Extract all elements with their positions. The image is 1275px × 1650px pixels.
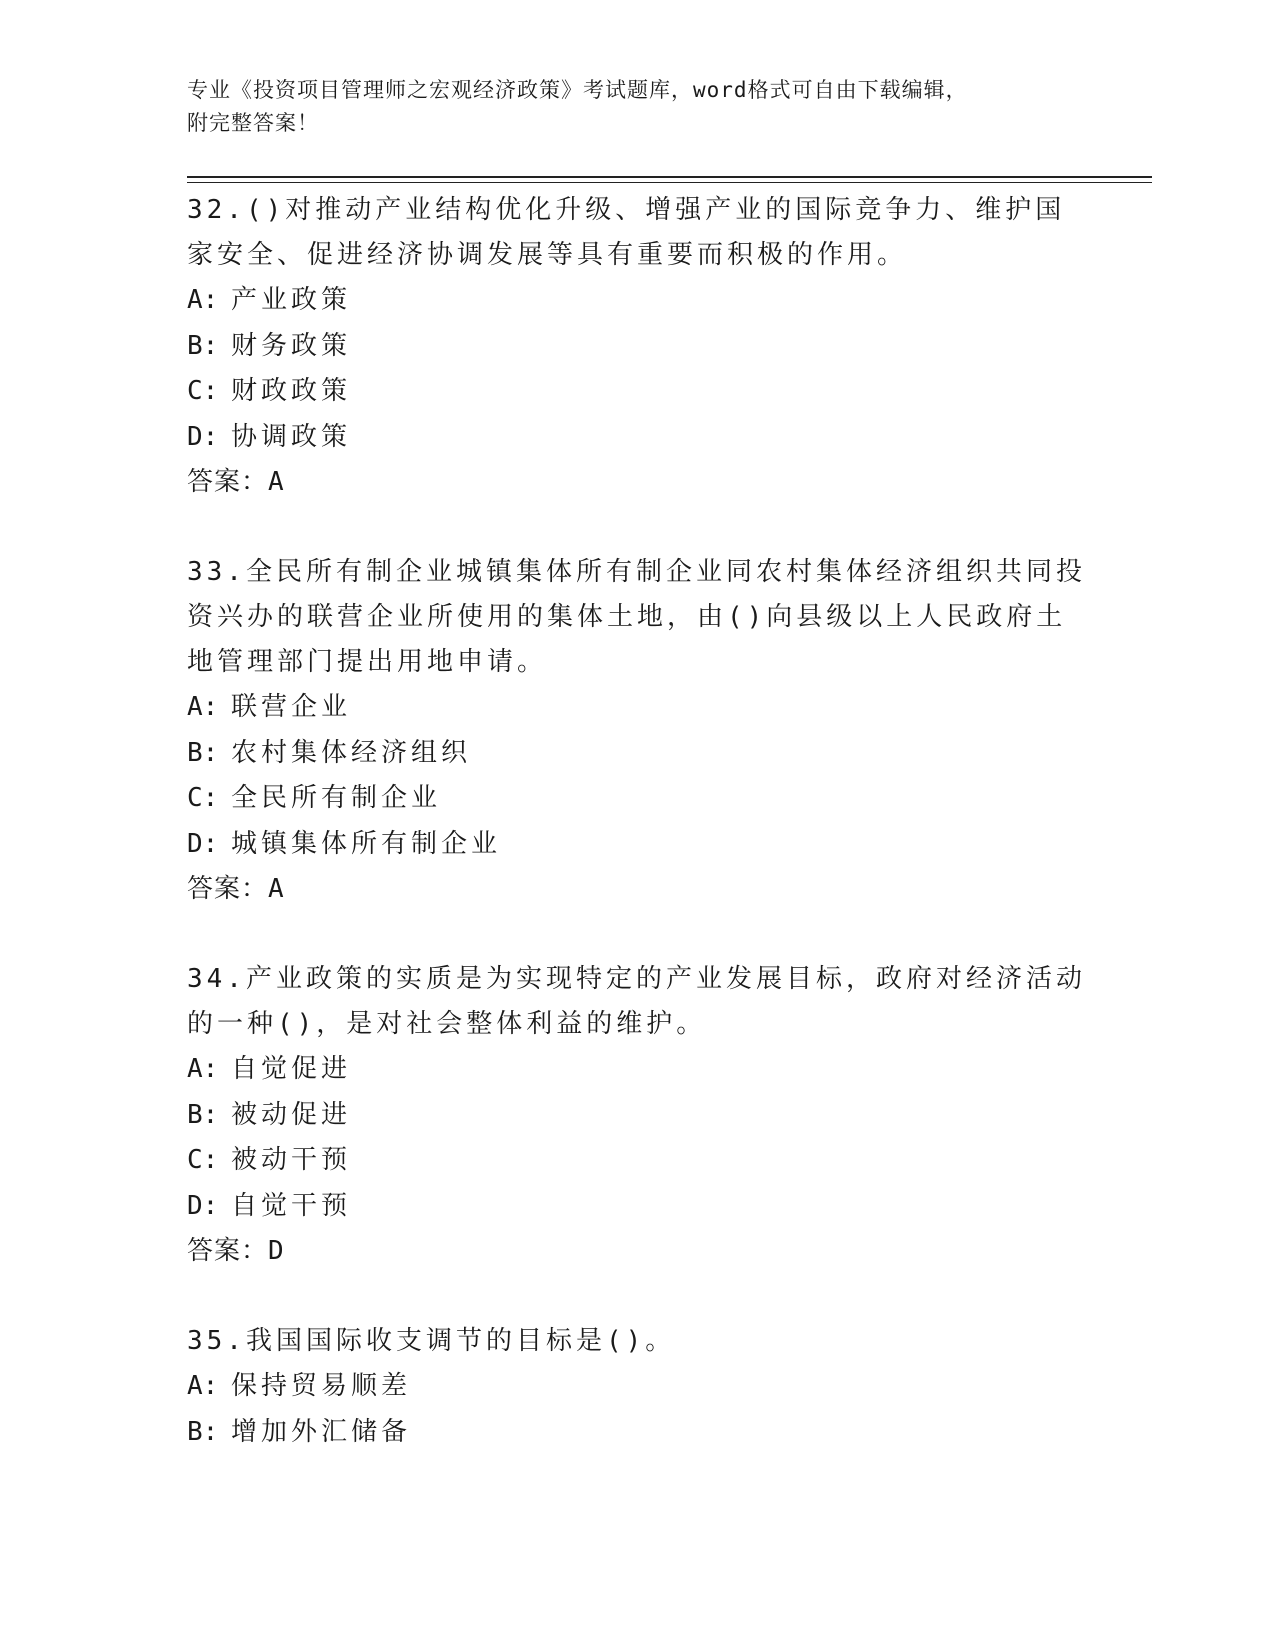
option-text: 自觉促进: [231, 1054, 352, 1084]
option-text: 增加外汇储备: [231, 1416, 412, 1447]
header-divider-thin: [187, 182, 1152, 183]
question-list: [187, 188, 1152, 1500]
answer-line: [187, 460, 1152, 505]
option-c: [187, 776, 1152, 822]
answer-value: A: [268, 467, 284, 497]
option-a: [187, 1364, 1152, 1410]
question-34: [187, 957, 1152, 1274]
option-d: [187, 1184, 1152, 1230]
option-letter: D:: [187, 1190, 219, 1221]
answer-label: 答案：: [187, 874, 269, 904]
option-letter: D:: [187, 828, 219, 859]
question-stem: 35.我国国际收支调节的目标是()。: [187, 1326, 676, 1356]
option-text: 城镇集体所有制企业: [231, 828, 502, 859]
answer-value: D: [268, 1236, 284, 1266]
option-d: [187, 822, 1152, 868]
question-stem: 33.全民所有制企业城镇集体所有制企业同农村集体经济组织共同投资兴办的联营企业所使用的集体土地，由()向县级以上人民政府土地管理部门提出用地申请。: [187, 557, 1086, 677]
option-text: 保持贸易顺差: [231, 1371, 412, 1401]
option-c: [187, 369, 1152, 415]
option-text: 农村集体经济组织: [231, 737, 472, 768]
answer-value: A: [268, 874, 284, 904]
option-letter: A:: [187, 1054, 219, 1084]
header-line-2: 附完整答案！: [187, 111, 319, 135]
option-letter: C:: [187, 783, 219, 813]
option-letter: A:: [187, 1371, 219, 1401]
question-stem: 32.()对推动产业结构优化升级、增强产业的国际竞争力、维护国家安全、促进经济协调发展等具有重要而积极的作用。: [187, 195, 1066, 270]
answer-label: 答案：: [187, 1236, 269, 1266]
option-text: 协调政策: [231, 421, 352, 452]
option-a: [187, 1047, 1152, 1093]
question-35: [187, 1319, 1152, 1455]
question-33: [187, 550, 1152, 912]
option-letter: C:: [187, 376, 219, 406]
option-b: [187, 731, 1152, 777]
option-letter: B:: [187, 737, 219, 768]
question-stem: 34.产业政策的实质是为实现特定的产业发展目标，政府对经济活动的一种()，是对社会整体利益的维护。: [187, 964, 1086, 1039]
option-text: 产业政策: [231, 285, 352, 315]
answer-line: [187, 1229, 1152, 1274]
option-text: 财政政策: [231, 376, 352, 406]
option-c: [187, 1138, 1152, 1184]
document-header: [187, 74, 1087, 140]
option-d: [187, 415, 1152, 461]
question-32: [187, 188, 1152, 505]
option-a: [187, 278, 1152, 324]
option-letter: A:: [187, 692, 219, 722]
option-letter: B:: [187, 1416, 219, 1447]
option-letter: D:: [187, 421, 219, 452]
option-text: 自觉干预: [231, 1190, 352, 1221]
answer-line: [187, 867, 1152, 912]
option-b: [187, 324, 1152, 370]
option-letter: B:: [187, 1099, 219, 1130]
option-b: [187, 1410, 1152, 1456]
option-text: 被动促进: [231, 1099, 352, 1130]
option-letter: A:: [187, 285, 219, 315]
answer-label: 答案：: [187, 467, 269, 497]
option-text: 全民所有制企业: [231, 783, 442, 813]
option-letter: B:: [187, 330, 219, 361]
header-divider-thick: [187, 176, 1152, 178]
option-letter: C:: [187, 1145, 219, 1175]
option-a: [187, 685, 1152, 731]
option-text: 联营企业: [231, 692, 352, 722]
option-text: 被动干预: [231, 1145, 352, 1175]
header-line-1: 专业《投资项目管理师之宏观经济政策》考试题库，word格式可自由下载编辑，: [187, 78, 968, 102]
option-text: 财务政策: [231, 330, 352, 361]
option-b: [187, 1093, 1152, 1139]
